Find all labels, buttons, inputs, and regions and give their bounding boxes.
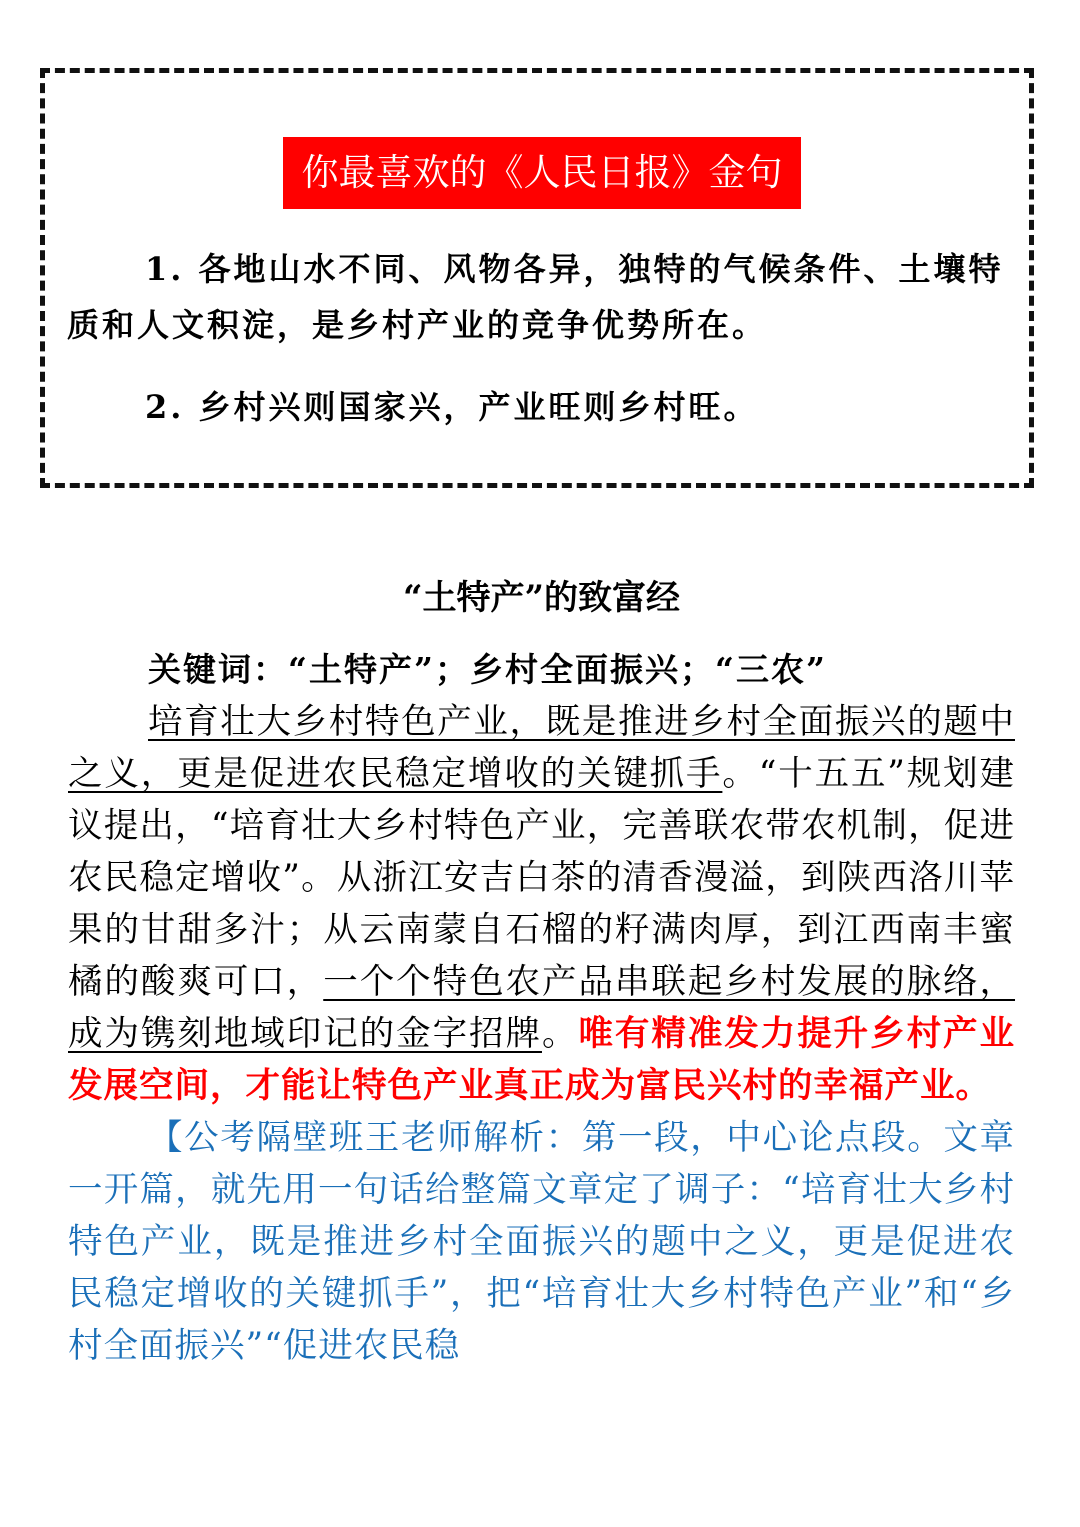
article-title: “土特产”的致富经: [402, 578, 681, 618]
article-paragraph: [68, 696, 1015, 1112]
quote-item: 1. 各地山水不同、风物各异，独特的气候条件、土壤特质和人文积淀，是乡村产业的竞争优势所在。: [67, 250, 1004, 344]
underlined-text: 培育壮大乡村特色产业，既是推进乡村全面振兴的题中之义，更是促进农民稳定增收的关键抓手: [68, 702, 1015, 794]
underlined-text: 一个个特色农产品串联起乡村发展的脉络，成为镌刻地域印记的金字招牌: [68, 962, 1016, 1054]
analysis-paragraph: 【公考隔壁班王老师解析：第一段，中心论点段。文章一开篇，就先用一句话给整篇文章定了调子：“培育壮大乡村特色产业，既是推进乡村全面振兴的题中之义，更是促进农民稳定增收的关键抓手”，把“培育壮大乡村特色产业”和“乡村全面振兴”“促进农民稳: [68, 1118, 1015, 1366]
body-text: 。: [541, 1014, 579, 1054]
highlighted-sentence: 唯有精准发力提升乡村产业发展空间，才能让特色产业真正成为富民兴村的幸福产业。: [68, 1014, 1016, 1106]
quote-box: [40, 68, 1034, 488]
quote-item: 2. 乡村兴则国家兴，产业旺则乡村旺。: [145, 388, 759, 426]
body-text: 。“十五五”规划建议提出，“培育壮大乡村特色产业，完善联农带农机制，促进农民稳定增收”。从浙江安吉白茶的清香漫溢，到陕西洛川苹果的甘甜多汁；从云南蒙自石榴的籽满肉厚，到江西南丰蜜橘的酸爽可口，: [68, 754, 1016, 1002]
keywords-line: 关键词：“土特产”；乡村全面振兴；“三农”: [148, 650, 827, 689]
article: [68, 570, 1015, 1372]
quote-box-title: 你最喜欢的《人民日报》金句: [283, 137, 801, 209]
